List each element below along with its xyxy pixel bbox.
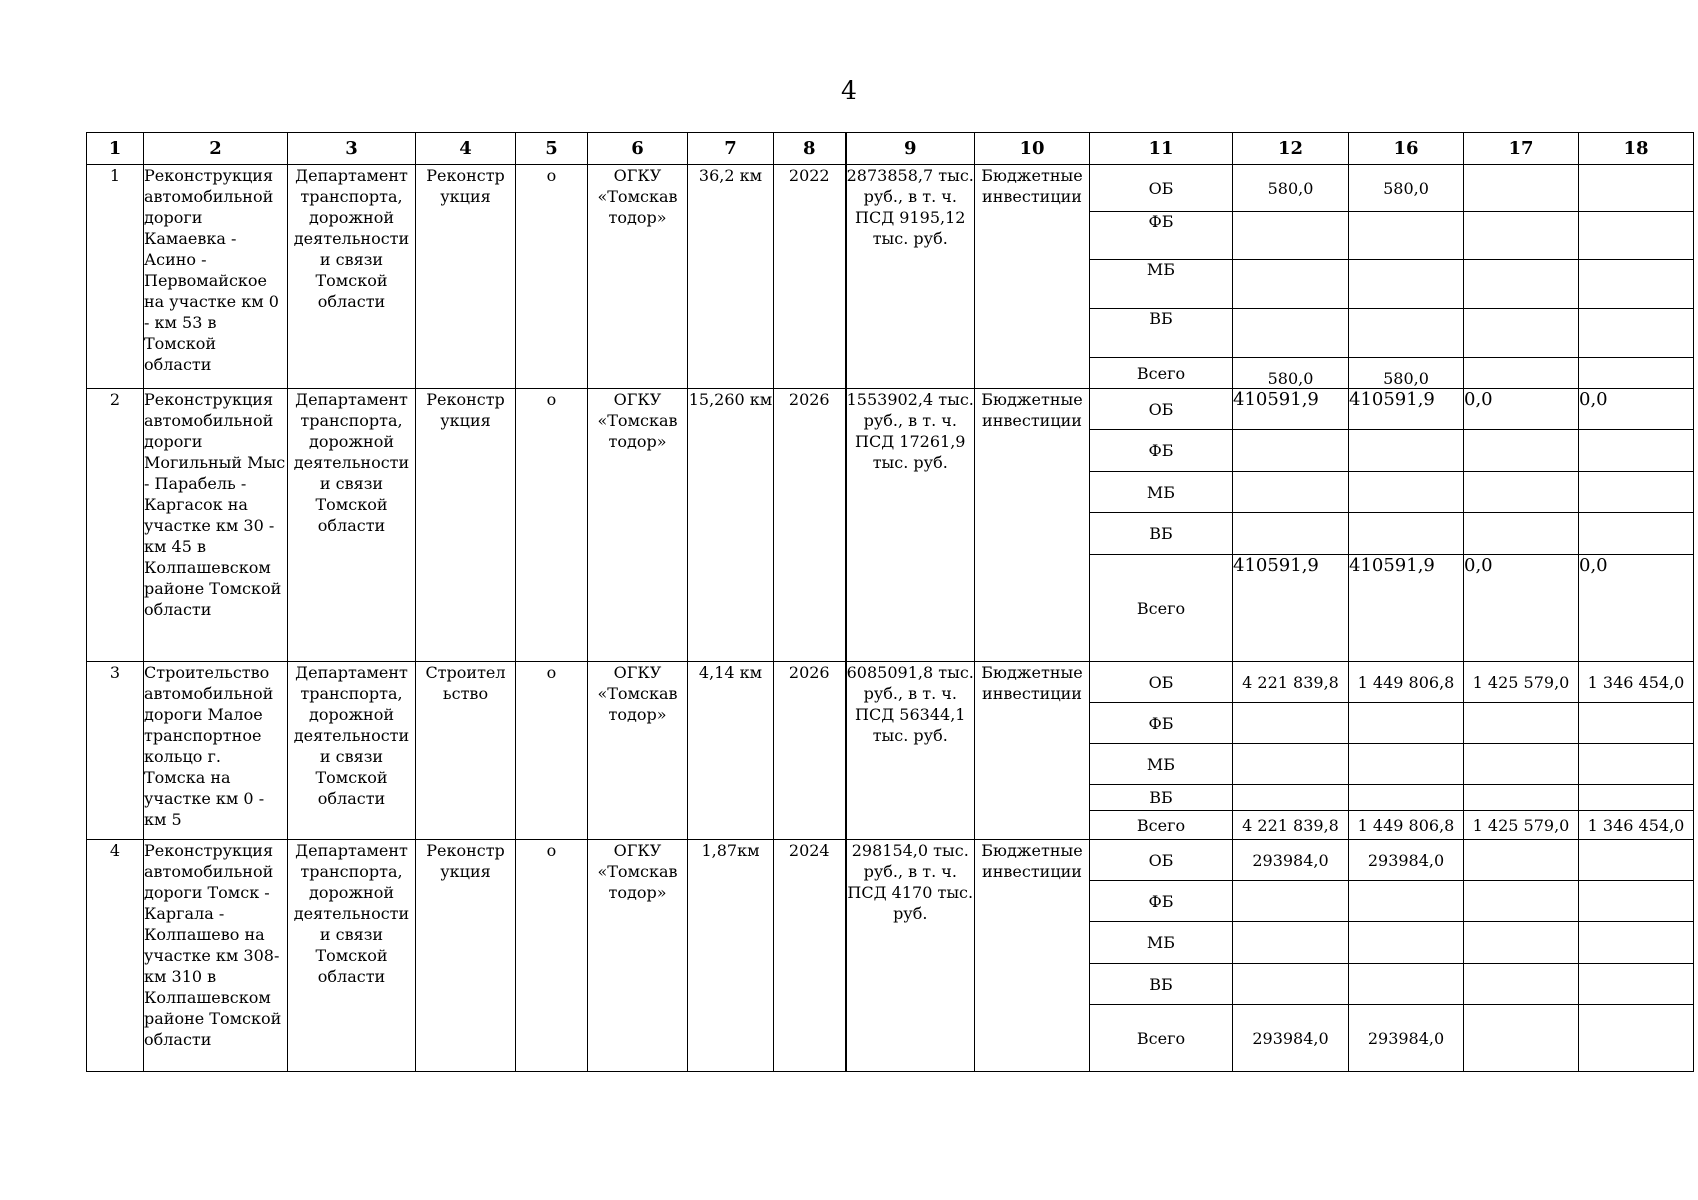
value-cell: 1 425 579,0 [1464,662,1579,703]
value-cell: 293984,0 [1349,840,1464,881]
value-cell [1464,260,1579,309]
value-cell [1349,260,1464,309]
funding-source: ФБ [1090,703,1233,744]
value-cell [1349,744,1464,785]
value-cell [1464,472,1579,513]
data-table [86,132,1694,1072]
funding-source: ОБ [1090,840,1233,881]
object-name: Строительство автомобильной дороги Малое транспортное кольцо г. Томска на участке км 0 - км 5 [144,662,288,840]
year: 2024 [774,840,846,1072]
year: 2022 [774,165,846,389]
object-name: Реконструкция автомобильной дороги Могильный Мыс - Парабель - Каргасок на участке км 30 - км 45 в Колпашевском районе Томской области [144,389,288,662]
column-header: 6 [588,133,688,165]
department: Департамент транспорта, дорожной деятельности и связи Томской области [288,389,416,662]
column-header: 4 [416,133,516,165]
value-cell [1464,165,1579,212]
value-cell [1349,430,1464,472]
value-cell [1464,309,1579,358]
value-cell [1579,260,1694,309]
value-cell: 1 346 454,0 [1579,662,1694,703]
value-cell [1464,785,1579,811]
value-cell [1464,964,1579,1005]
value-cell [1579,840,1694,881]
object-name: Реконструкция автомобильной дороги Томск - Каргала - Колпашево на участке км 308- км 310 в Колпашевском районе Томской области [144,840,288,1072]
column-header: 8 [774,133,846,165]
value-cell: 293984,0 [1233,1005,1349,1072]
funding-source: ФБ [1090,212,1233,260]
col5-value: о [516,389,588,662]
value-cell [1349,212,1464,260]
value-cell: 1 346 454,0 [1579,811,1694,840]
value-cell [1579,785,1694,811]
value-cell [1233,703,1349,744]
value-cell [1464,358,1579,389]
customer: ОГКУ «Томскав тодор» [588,165,688,389]
value-cell: 4 221 839,8 [1233,811,1349,840]
column-header: 1 [87,133,144,165]
funding-source: МБ [1090,744,1233,785]
value-cell: 580,0 [1349,165,1464,212]
value-cell [1349,964,1464,1005]
value-cell: 0,0 [1579,389,1694,430]
row-number: 3 [87,662,144,840]
funding-source: ОБ [1090,662,1233,703]
value-cell [1579,964,1694,1005]
funding-source: МБ [1090,472,1233,513]
value-cell: 410591,9 [1349,555,1464,662]
funding-source: Всего [1090,555,1233,662]
value-cell [1349,309,1464,358]
value-cell [1464,922,1579,964]
value-cell [1579,430,1694,472]
value-cell [1233,260,1349,309]
value-cell [1349,472,1464,513]
funding-source: ОБ [1090,165,1233,212]
value-cell: 580,0 [1349,358,1464,389]
length: 1,87км [688,840,774,1072]
page-number: 4 [841,76,857,105]
value-cell [1579,309,1694,358]
value-cell [1579,922,1694,964]
value-cell: 293984,0 [1233,840,1349,881]
value-cell: 1 425 579,0 [1464,811,1579,840]
cost: 298154,0 тыс. руб., в т. ч. ПСД 4170 тыс. руб. [846,840,975,1072]
column-header: 16 [1349,133,1464,165]
value-cell: 580,0 [1233,358,1349,389]
value-cell [1464,744,1579,785]
value-cell: 0,0 [1464,389,1579,430]
value-cell [1464,1005,1579,1072]
object-name: Реконструкция автомобильной дороги Камаевка - Асино - Первомайское на участке км 0 - км 53 в Томской области [144,165,288,389]
column-header: 17 [1464,133,1579,165]
department: Департамент транспорта, дорожной деятельности и связи Томской области [288,165,416,389]
year: 2026 [774,662,846,840]
cost: 1553902,4 тыс. руб., в т. ч. ПСД 17261,9 тыс. руб. [846,389,975,662]
table-row [87,662,1694,703]
value-cell [1233,309,1349,358]
column-header: 12 [1233,133,1349,165]
funding-source: Всего [1090,1005,1233,1072]
value-cell [1579,472,1694,513]
value-cell [1233,964,1349,1005]
value-cell [1579,1005,1694,1072]
funding-source: МБ [1090,260,1233,309]
funding-form: Бюджетные инвестиции [975,662,1090,840]
work-type: Реконстр укция [416,165,516,389]
value-cell: 0,0 [1464,555,1579,662]
col5-value: о [516,165,588,389]
column-header: 7 [688,133,774,165]
funding-source: ФБ [1090,881,1233,922]
row-number: 2 [87,389,144,662]
funding-form: Бюджетные инвестиции [975,840,1090,1072]
column-header: 10 [975,133,1090,165]
table-row [87,165,1694,212]
row-number: 1 [87,165,144,389]
value-cell [1349,922,1464,964]
value-cell [1233,472,1349,513]
funding-source: ВБ [1090,964,1233,1005]
length: 4,14 км [688,662,774,840]
customer: ОГКУ «Томскав тодор» [588,389,688,662]
value-cell [1233,785,1349,811]
value-cell [1579,165,1694,212]
cost: 2873858,7 тыс. руб., в т. ч. ПСД 9195,12 тыс. руб. [846,165,975,389]
table-row [87,840,1694,881]
value-cell [1464,881,1579,922]
header-row [87,133,1694,165]
funding-source: ФБ [1090,430,1233,472]
value-cell [1233,212,1349,260]
col5-value: о [516,840,588,1072]
value-cell: 293984,0 [1349,1005,1464,1072]
row-number: 4 [87,840,144,1072]
value-cell: 0,0 [1579,555,1694,662]
column-header: 2 [144,133,288,165]
col5-value: о [516,662,588,840]
customer: ОГКУ «Томскав тодор» [588,662,688,840]
value-cell [1349,785,1464,811]
table-row [87,389,1694,430]
value-cell [1579,212,1694,260]
value-cell [1579,881,1694,922]
value-cell [1349,513,1464,555]
department: Департамент транспорта, дорожной деятельности и связи Томской области [288,662,416,840]
value-cell [1464,840,1579,881]
value-cell [1464,430,1579,472]
column-header: 5 [516,133,588,165]
year: 2026 [774,389,846,662]
value-cell [1349,881,1464,922]
value-cell [1464,513,1579,555]
work-type: Строител ьство [416,662,516,840]
value-cell [1233,430,1349,472]
funding-form: Бюджетные инвестиции [975,165,1090,389]
value-cell: 410591,9 [1349,389,1464,430]
value-cell: 410591,9 [1233,389,1349,430]
value-cell [1464,703,1579,744]
value-cell: 1 449 806,8 [1349,811,1464,840]
work-type: Реконстр укция [416,840,516,1072]
column-header: 3 [288,133,416,165]
value-cell: 4 221 839,8 [1233,662,1349,703]
customer: ОГКУ «Томскав тодор» [588,840,688,1072]
value-cell [1233,513,1349,555]
funding-source: ВБ [1090,309,1233,358]
value-cell [1233,744,1349,785]
cost: 6085091,8 тыс. руб., в т. ч. ПСД 56344,1 тыс. руб. [846,662,975,840]
value-cell [1233,881,1349,922]
value-cell [1579,744,1694,785]
funding-form: Бюджетные инвестиции [975,389,1090,662]
value-cell: 1 449 806,8 [1349,662,1464,703]
department: Департамент транспорта, дорожной деятельности и связи Томской области [288,840,416,1072]
value-cell: 580,0 [1233,165,1349,212]
funding-source: МБ [1090,922,1233,964]
length: 15,260 км [688,389,774,662]
value-cell [1464,212,1579,260]
funding-source: ОБ [1090,389,1233,430]
value-cell: 410591,9 [1233,555,1349,662]
value-cell [1579,513,1694,555]
value-cell [1579,703,1694,744]
funding-source: ВБ [1090,513,1233,555]
value-cell [1233,922,1349,964]
value-cell [1579,358,1694,389]
column-header: 11 [1090,133,1233,165]
value-cell [1349,703,1464,744]
column-header: 18 [1579,133,1694,165]
length: 36,2 км [688,165,774,389]
column-header: 9 [846,133,975,165]
funding-source: Всего [1090,358,1233,389]
funding-source: Всего [1090,811,1233,840]
work-type: Реконстр укция [416,389,516,662]
funding-source: ВБ [1090,785,1233,811]
